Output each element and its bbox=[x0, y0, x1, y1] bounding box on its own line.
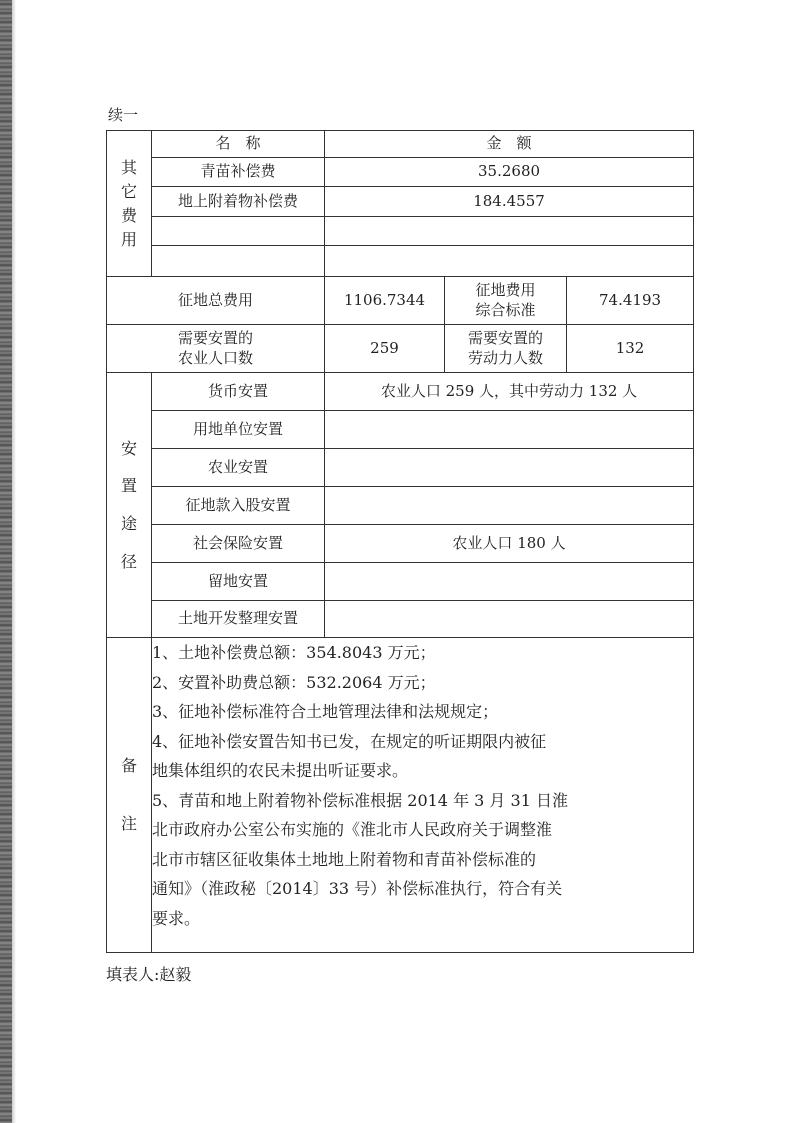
table-row bbox=[107, 246, 694, 277]
fee-amount: 35.2680 bbox=[325, 158, 694, 187]
remark-line: 3、征地补偿标准符合土地管理法律和法规规定； bbox=[152, 702, 499, 721]
remark-line: 地集体组织的农民未提出听证要求。 bbox=[152, 761, 409, 780]
resettlement-value bbox=[325, 411, 694, 449]
fee-name bbox=[152, 217, 325, 246]
table-row bbox=[107, 217, 694, 246]
scan-edge-shadow bbox=[0, 0, 12, 1123]
agri-pop-label-line1: 需要安置的 bbox=[177, 329, 253, 347]
resettlement-name: 社会保险安置 bbox=[152, 525, 325, 563]
labor-label-line1: 需要安置的 bbox=[467, 329, 543, 347]
resettlement-value bbox=[325, 563, 694, 601]
fee-amount: 184.4557 bbox=[325, 187, 694, 217]
col-amount-header: 金 额 bbox=[325, 131, 694, 158]
standard-value: 74.4193 bbox=[567, 277, 694, 325]
resettlement-name: 货币安置 bbox=[152, 373, 325, 411]
section-char: 费 bbox=[120, 205, 137, 225]
resettlement-name: 用地单位安置 bbox=[152, 411, 325, 449]
section-char: 置 bbox=[120, 476, 137, 496]
remark-line: 2、安置补助费总额：532.2064 万元； bbox=[152, 672, 436, 692]
remark-line: 通知》（淮政秘〔2014〕33 号）补偿标准执行，符合有关 bbox=[152, 879, 563, 898]
table-row bbox=[107, 487, 694, 525]
remark-line: 要求。 bbox=[152, 908, 201, 928]
land-compensation-form bbox=[106, 130, 694, 953]
agri-pop-label-line2: 农业人口数 bbox=[177, 348, 253, 367]
totals-row-1 bbox=[107, 277, 694, 325]
section-char: 用 bbox=[120, 229, 137, 249]
remark-line: 北市政府办公室公布实施的《淮北市人民政府关于调整淮 bbox=[152, 820, 553, 839]
remark-line: 北市市辖区征收集体土地地上附着物和青苗补偿标准的 bbox=[152, 849, 537, 869]
other-fees-section-label bbox=[107, 131, 152, 277]
filled-by-label: 填表人:赵毅 bbox=[106, 965, 192, 984]
resettlement-section-label bbox=[107, 373, 152, 638]
col-name-header: 名 称 bbox=[152, 131, 325, 158]
table-row bbox=[107, 411, 694, 449]
resettlement-value: 农业人口 180 人 bbox=[325, 525, 694, 563]
table-row bbox=[107, 563, 694, 601]
remarks-row bbox=[107, 638, 694, 953]
section-char: 径 bbox=[120, 551, 137, 571]
totals-row-2 bbox=[107, 325, 694, 373]
agri-pop-value: 259 bbox=[325, 325, 445, 373]
table-row bbox=[107, 158, 694, 187]
scan-edge-fade bbox=[12, 0, 16, 1123]
resettlement-value: 农业人口 259 人，其中劳动力 132 人 bbox=[325, 373, 694, 411]
total-fee-label: 征地总费用 bbox=[107, 277, 325, 325]
section-char: 它 bbox=[120, 181, 137, 201]
fee-name bbox=[152, 246, 325, 277]
remarks-section-label bbox=[107, 638, 152, 953]
table-row bbox=[107, 373, 694, 411]
resettlement-value bbox=[325, 487, 694, 525]
agri-pop-label bbox=[107, 325, 325, 373]
standard-label-line2: 综合标准 bbox=[475, 300, 536, 319]
remark-line: 1、土地补偿费总额：354.8043 万元； bbox=[152, 643, 436, 662]
other-fees-header-row bbox=[107, 131, 694, 158]
section-char: 安 bbox=[120, 438, 137, 458]
labor-value: 132 bbox=[567, 325, 694, 373]
remark-line: 4、征地补偿安置告知书已发，在规定的听证期限内被征 bbox=[152, 731, 547, 751]
section-char: 其 bbox=[120, 157, 137, 177]
resettlement-value bbox=[325, 601, 694, 638]
resettlement-name: 征地款入股安置 bbox=[152, 487, 325, 525]
section-char: 途 bbox=[120, 514, 137, 533]
section-char: 注 bbox=[120, 814, 137, 833]
table-row bbox=[107, 525, 694, 563]
resettlement-value bbox=[325, 449, 694, 487]
fee-amount bbox=[325, 246, 694, 277]
remarks-content bbox=[152, 638, 694, 953]
labor-label-line2: 劳动力人数 bbox=[467, 348, 543, 367]
remark-line: 5、青苗和地上附着物补偿标准根据 2014 年 3 月 31 日淮 bbox=[152, 790, 568, 810]
table-row bbox=[107, 449, 694, 487]
fee-amount bbox=[325, 217, 694, 246]
fee-name: 青苗补偿费 bbox=[152, 158, 325, 187]
fee-name: 地上附着物补偿费 bbox=[152, 187, 325, 217]
labor-label bbox=[445, 325, 567, 373]
resettlement-name: 土地开发整理安置 bbox=[152, 601, 325, 638]
table-row bbox=[107, 187, 694, 217]
total-fee-value: 1106.7344 bbox=[325, 277, 445, 325]
resettlement-name: 农业安置 bbox=[152, 449, 325, 487]
section-char: 备 bbox=[120, 756, 137, 776]
resettlement-name: 留地安置 bbox=[152, 563, 325, 601]
standard-label-line1: 征地费用 bbox=[475, 281, 536, 299]
continuation-label: 续一 bbox=[108, 106, 139, 124]
table-row bbox=[107, 601, 694, 638]
standard-label bbox=[445, 277, 567, 325]
